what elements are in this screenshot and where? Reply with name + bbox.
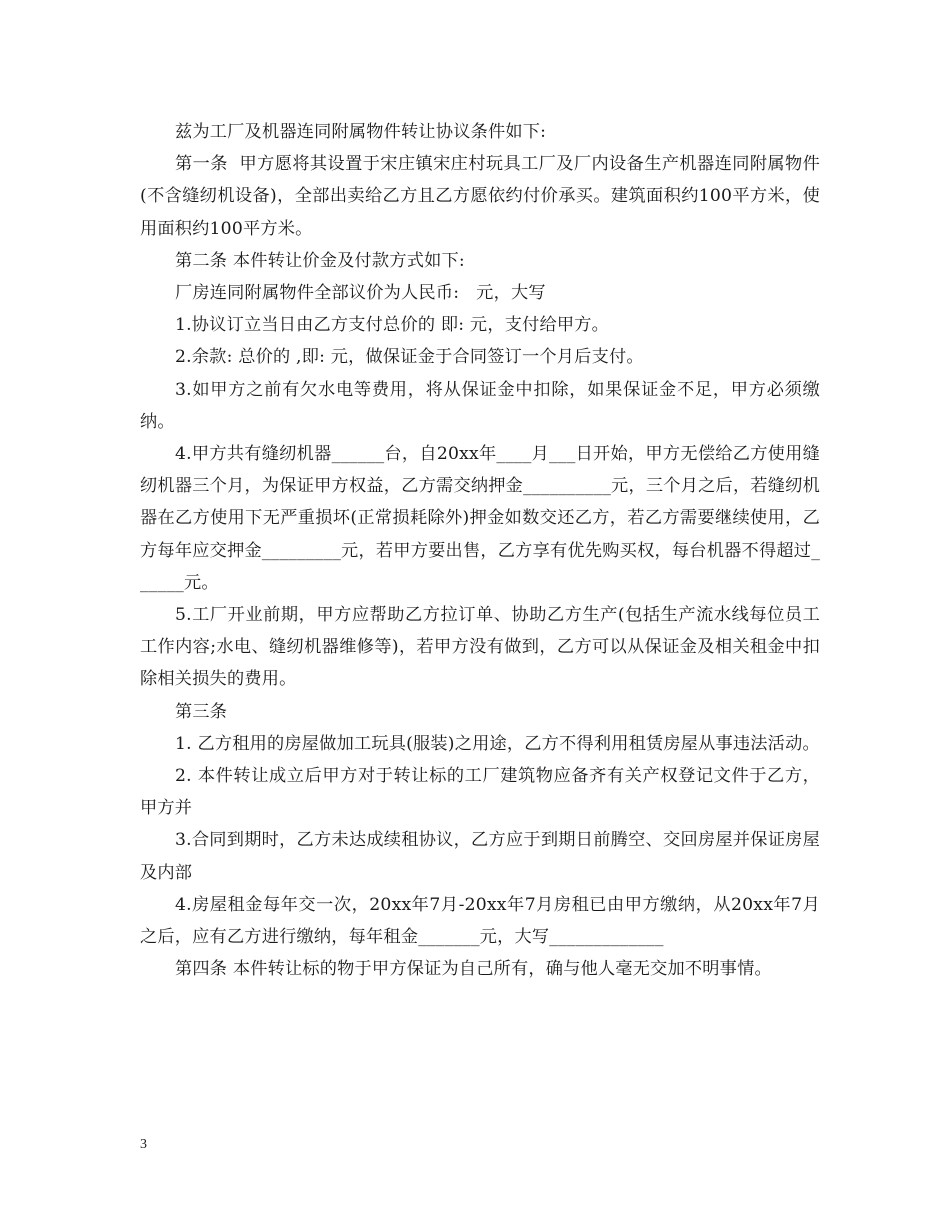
article-1-paragraph: 第一条 甲方愿将其设置于宋庄镇宋庄村玩具工厂及厂内设备生产机器连同附属物件(不含缝纫机设备)，全部出卖给乙方且乙方愿依约付价承买。建筑面积约100平方米，使用面积约100平方米。 <box>140 154 820 239</box>
clause-3-3-paragraph: 3.合同到期时，乙方未达成续租协议，乙方应于到期日前腾空、交回房屋并保证房屋及内部 <box>140 830 820 883</box>
clause-3-1-paragraph: 1. 乙方租用的房屋做加工玩具(服装)之用途，乙方不得利用租赁房屋从事违法活动。 <box>175 733 820 754</box>
document-body <box>140 116 820 985</box>
article-4-paragraph: 第四条 本件转让标的物于甲方保证为自己所有，确与他人毫无交加不明事情。 <box>175 959 772 980</box>
clause-2-4-paragraph: 4.甲方共有缝纫机器______台，自20xx年____月___日开始，甲方无偿给乙方使用缝纫机器三个月，为保证甲方权益，乙方需交纳押金__________元，三个月之后，若缝纫机器在乙方使用下无严重损坏(正常损耗除外)押金如数交还乙方，若乙方需要继续使用，乙方每年应交押金_________元，若甲方要出售，乙方享有优先购买权，每台机器不得超过______元。 <box>140 444 820 593</box>
intro-paragraph: 兹为工厂及机器连同附属物件转让协议条件如下: <box>175 122 547 142</box>
article-3-heading: 第三条 <box>175 701 228 722</box>
clause-3-2-paragraph: 2. 本件转让成立后甲方对于转让标的工厂建筑物应备齐有关产权登记文件于乙方，甲方并 <box>140 766 820 819</box>
clause-2-2-paragraph: 2.余款: 总价的 ,即: 元，做保证金于合同签订一个月后支付。 <box>175 347 644 368</box>
page-number: 3 <box>140 1137 147 1152</box>
article-2-heading: 第二条 本件转让价金及付款方式如下: <box>175 250 465 271</box>
total-price-paragraph: 厂房连同附属物件全部议价为人民币: 元，大写 <box>175 283 546 304</box>
clause-2-5-paragraph: 5.工厂开业前期，甲方应帮助乙方拉订单、协助乙方生产(包括生产流水线每位员工工作内容;水电、缝纫机器维修等)，若甲方没有做到，乙方可以从保证金及相关租金中扣除相关损失的费用。 <box>140 605 820 690</box>
clause-3-4-paragraph: 4.房屋租金每年交一次，20xx年7月-20xx年7月房租已由甲方缴纳，从20xx年7月之后，应有乙方进行缴纳，每年租金_______元，大写_____________ <box>140 894 820 948</box>
clause-2-1-paragraph: 1.协议订立当日由乙方支付总价的 即: 元，支付给甲方。 <box>175 315 610 336</box>
clause-2-3-paragraph: 3.如甲方之前有欠水电等费用，将从保证金中扣除，如果保证金不足，甲方必须缴纳。 <box>140 379 820 432</box>
